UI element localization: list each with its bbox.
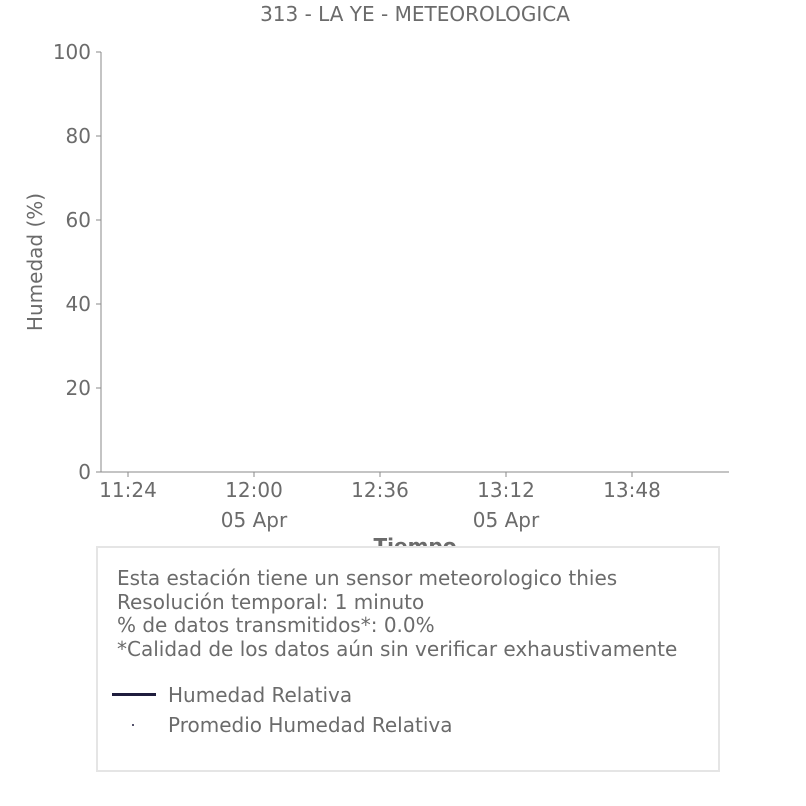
y-tick-label: 60 [65, 208, 91, 232]
x-ticks [99, 472, 661, 532]
y-axis-title: Humedad (%) [23, 192, 47, 332]
x-tick-label: 11:24 [99, 478, 157, 502]
y-tick-label: 100 [52, 40, 91, 64]
info-line-sensor: Esta estación tiene un sensor meteorologico thies [117, 566, 618, 590]
y-tick-label: 40 [65, 292, 91, 316]
info-legend-box [96, 546, 720, 772]
legend [110, 680, 452, 740]
chart-title: 313 - LA YE - METEOROLOGICA [260, 2, 570, 26]
x-tick-label: 13:12 [477, 478, 535, 502]
legend-label: Humedad Relativa [168, 683, 353, 707]
info-line-quality: *Calidad de los datos aún sin verificar exhaustivamente [117, 636, 678, 661]
legend-dot-swatch [110, 710, 156, 740]
legend-label: Promedio Humedad Relativa [168, 713, 453, 737]
info-line-resolution: Resolución temporal: 1 minuto [117, 589, 425, 614]
info-text [117, 567, 677, 661]
info-line-transmitted: % de datos transmitidos*: 0.0% [117, 613, 435, 637]
x-tick-date-label: 05 Apr [472, 508, 540, 532]
x-tick-date-label: 05 Apr [220, 508, 288, 532]
y-tick-label: 80 [65, 124, 91, 148]
x-tick-label: 12:00 [225, 478, 283, 502]
legend-item-humedad [110, 680, 452, 710]
legend-line-swatch [110, 680, 156, 710]
y-tick-label: 20 [65, 376, 91, 400]
legend-item-promedio [110, 710, 452, 740]
x-tick-label: 13:48 [603, 478, 661, 502]
x-tick-label: 12:36 [351, 478, 409, 502]
y-tick-label: 0 [78, 460, 91, 484]
y-ticks [53, 40, 101, 484]
